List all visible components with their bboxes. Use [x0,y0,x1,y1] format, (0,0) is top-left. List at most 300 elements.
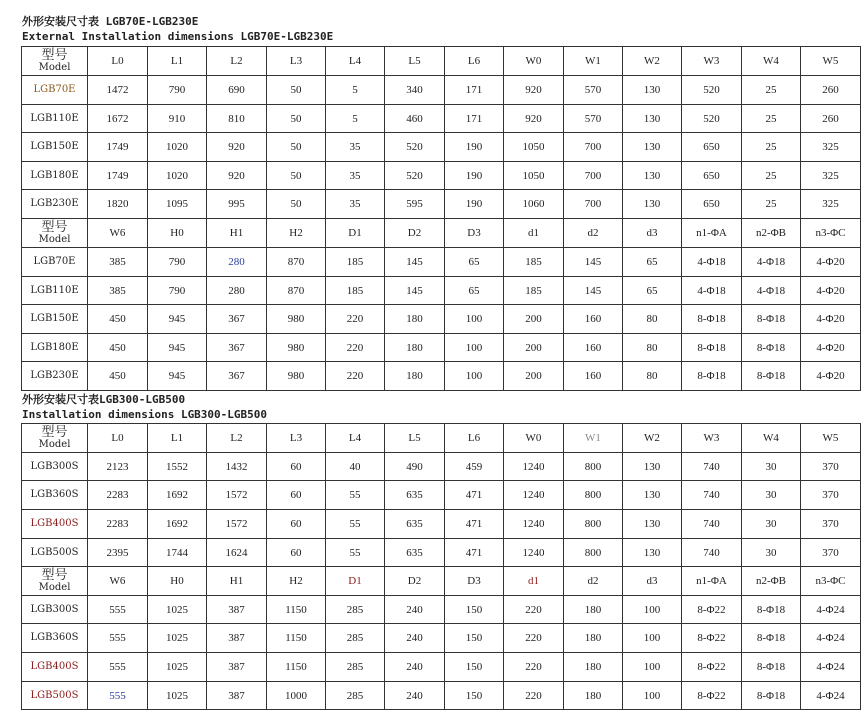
value-cell: 387 [207,596,267,624]
model-label-en: Model [38,62,71,73]
header-row [22,424,861,453]
value-cell: 4-Φ18 [682,277,742,305]
model-cell: LGB150E [22,305,88,334]
value-cell: 160 [564,334,623,362]
value-cell: 8-Φ22 [682,596,742,624]
value-cell: 220 [504,653,564,682]
value-cell: 790 [148,277,207,305]
value-cell: 30 [742,481,801,510]
value-cell: 367 [207,305,267,334]
value-cell: 1749 [88,162,148,190]
value-cell: 387 [207,653,267,682]
value-cell: 55 [326,539,385,567]
column-header: L5 [385,424,445,453]
value-cell: 220 [326,334,385,362]
value-cell: 450 [88,334,148,362]
section1-title-cn: 外形安装尺寸表 LGB70E-LGB230E [22,15,199,28]
value-cell: 1240 [504,510,564,539]
model-cell: LGB500S [22,539,88,567]
value-cell: 1432 [207,453,267,481]
value-cell: 471 [445,510,504,539]
model-header-cell [22,567,88,596]
value-cell: 920 [207,133,267,162]
value-cell: 240 [385,624,445,653]
model-label-cn: 型号 [41,425,68,440]
column-header: n3-ΦC [801,567,861,596]
column-header: D2 [385,567,445,596]
value-cell: 4-Φ24 [801,682,861,710]
value-cell: 945 [148,305,207,334]
value-cell: 790 [148,76,207,105]
model-label-en: Model [38,582,71,593]
table-row [22,624,861,653]
value-cell: 367 [207,362,267,391]
model-cell: LGB360S [22,624,88,653]
value-cell: 130 [623,539,682,567]
table-row [22,334,861,362]
value-cell: 8-Φ18 [682,334,742,362]
value-cell: 8-Φ18 [742,653,801,682]
column-header: L6 [445,47,504,76]
model-header-cell [22,219,88,248]
value-cell: 980 [267,362,326,391]
value-cell: 100 [445,334,504,362]
value-cell: 945 [148,334,207,362]
value-cell: 570 [564,76,623,105]
value-cell: 180 [385,334,445,362]
value-cell: 55 [326,510,385,539]
value-cell: 740 [682,481,742,510]
column-header: W3 [682,47,742,76]
value-cell: 2283 [88,510,148,539]
column-header: H0 [148,567,207,596]
value-cell: 995 [207,190,267,219]
value-cell: 80 [623,305,682,334]
column-header: W6 [88,219,148,248]
value-cell: 690 [207,76,267,105]
value-cell: 520 [385,133,445,162]
value-cell: 700 [564,162,623,190]
value-cell: 1050 [504,133,564,162]
value-cell: 130 [623,105,682,133]
column-header: L1 [148,424,207,453]
value-cell: 8-Φ18 [682,362,742,391]
value-cell: 285 [326,653,385,682]
model-label-en: Model [38,234,71,245]
value-cell: 130 [623,481,682,510]
model-label-cn: 型号 [41,568,68,583]
value-cell: 870 [267,248,326,277]
column-header: L4 [326,424,385,453]
model-cell: LGB70E [22,76,88,105]
value-cell: 1672 [88,105,148,133]
model-cell: LGB150E [22,133,88,162]
model-cell: LGB110E [22,277,88,305]
value-cell: 50 [267,105,326,133]
model-cell: LGB230E [22,190,88,219]
value-cell: 65 [623,277,682,305]
column-header: d2 [564,219,623,248]
value-cell: 200 [504,362,564,391]
value-cell: 370 [801,510,861,539]
value-cell: 8-Φ18 [742,596,801,624]
value-cell: 1240 [504,539,564,567]
value-cell: 595 [385,190,445,219]
value-cell: 4-Φ24 [801,596,861,624]
value-cell: 555 [88,624,148,653]
value-cell: 4-Φ18 [682,248,742,277]
model-cell: LGB110E [22,105,88,133]
value-cell: 1095 [148,190,207,219]
value-cell: 65 [623,248,682,277]
value-cell: 220 [326,305,385,334]
value-cell: 700 [564,190,623,219]
value-cell: 8-Φ18 [742,682,801,710]
value-cell: 260 [801,76,861,105]
column-header: H2 [267,219,326,248]
value-cell: 870 [267,277,326,305]
column-header: L0 [88,424,148,453]
value-cell: 520 [385,162,445,190]
column-header: W4 [742,424,801,453]
value-cell: 5 [326,76,385,105]
value-cell: 4-Φ20 [801,277,861,305]
value-cell: 40 [326,453,385,481]
column-header: L2 [207,47,267,76]
value-cell: 555 [88,653,148,682]
value-cell: 1744 [148,539,207,567]
column-header: W6 [88,567,148,596]
value-cell: 980 [267,305,326,334]
value-cell: 790 [148,248,207,277]
value-cell: 2283 [88,481,148,510]
model-cell: LGB500S [22,682,88,710]
value-cell: 100 [623,596,682,624]
value-cell: 180 [564,624,623,653]
column-header: d1 [504,219,564,248]
value-cell: 1572 [207,481,267,510]
column-header: W2 [623,424,682,453]
column-header: d1 [504,567,564,596]
value-cell: 180 [385,362,445,391]
value-cell: 130 [623,76,682,105]
value-cell: 1025 [148,653,207,682]
value-cell: 385 [88,277,148,305]
value-cell: 325 [801,133,861,162]
header-row [22,567,861,596]
value-cell: 740 [682,539,742,567]
value-cell: 180 [564,653,623,682]
value-cell: 35 [326,190,385,219]
header-row [22,219,861,248]
value-cell: 190 [445,162,504,190]
value-cell: 280 [207,277,267,305]
value-cell: 150 [445,653,504,682]
value-cell: 8-Φ18 [742,362,801,391]
value-cell: 1020 [148,133,207,162]
value-cell: 1820 [88,190,148,219]
column-header: W0 [504,47,564,76]
value-cell: 180 [385,305,445,334]
value-cell: 25 [742,190,801,219]
value-cell: 520 [682,76,742,105]
value-cell: 490 [385,453,445,481]
value-cell: 650 [682,190,742,219]
model-header-cell [22,424,88,453]
value-cell: 370 [801,481,861,510]
table-row [22,190,861,219]
value-cell: 65 [445,248,504,277]
value-cell: 1150 [267,653,326,682]
value-cell: 8-Φ22 [682,624,742,653]
column-header: L0 [88,47,148,76]
value-cell: 1020 [148,162,207,190]
value-cell: 185 [326,277,385,305]
value-cell: 8-Φ18 [742,624,801,653]
value-cell: 1472 [88,76,148,105]
table-row [22,277,861,305]
value-cell: 8-Φ22 [682,653,742,682]
model-cell: LGB300S [22,453,88,481]
value-cell: 1692 [148,481,207,510]
value-cell: 240 [385,682,445,710]
column-header: L4 [326,47,385,76]
value-cell: 240 [385,596,445,624]
value-cell: 471 [445,481,504,510]
value-cell: 25 [742,76,801,105]
value-cell: 50 [267,133,326,162]
column-header: D2 [385,219,445,248]
column-header: W2 [623,47,682,76]
value-cell: 1150 [267,596,326,624]
value-cell: 800 [564,539,623,567]
value-cell: 160 [564,362,623,391]
value-cell: 30 [742,453,801,481]
column-header: L3 [267,47,326,76]
model-cell: LGB360S [22,481,88,510]
value-cell: 50 [267,162,326,190]
value-cell: 1050 [504,162,564,190]
column-header: d3 [623,219,682,248]
section2-title-en: Installation dimensions LGB300-LGB500 [22,408,268,421]
value-cell: 1025 [148,624,207,653]
model-label-cn: 型号 [41,48,68,63]
value-cell: 35 [326,162,385,190]
value-cell: 145 [385,277,445,305]
value-cell: 25 [742,133,801,162]
value-cell: 920 [504,76,564,105]
value-cell: 185 [504,248,564,277]
value-cell: 25 [742,162,801,190]
value-cell: 460 [385,105,445,133]
value-cell: 150 [445,624,504,653]
dimensions-table-lgb300-lgb500 [21,423,861,710]
value-cell: 340 [385,76,445,105]
value-cell: 635 [385,481,445,510]
value-cell: 30 [742,539,801,567]
value-cell: 800 [564,510,623,539]
value-cell: 145 [385,248,445,277]
value-cell: 185 [504,277,564,305]
value-cell: 130 [623,510,682,539]
value-cell: 1000 [267,682,326,710]
value-cell: 920 [207,162,267,190]
value-cell: 171 [445,105,504,133]
value-cell: 65 [445,277,504,305]
model-cell: LGB180E [22,162,88,190]
column-header: W5 [801,424,861,453]
value-cell: 130 [623,133,682,162]
value-cell: 180 [564,596,623,624]
value-cell: 171 [445,76,504,105]
value-cell: 50 [267,76,326,105]
value-cell: 220 [504,624,564,653]
value-cell: 150 [445,596,504,624]
value-cell: 910 [148,105,207,133]
value-cell: 4-Φ20 [801,248,861,277]
value-cell: 1025 [148,682,207,710]
value-cell: 4-Φ20 [801,334,861,362]
value-cell: 385 [88,248,148,277]
value-cell: 220 [504,682,564,710]
value-cell: 130 [623,190,682,219]
value-cell: 1240 [504,481,564,510]
value-cell: 5 [326,105,385,133]
model-cell: LGB300S [22,596,88,624]
table-row [22,248,861,277]
value-cell: 285 [326,682,385,710]
table-row [22,682,861,710]
value-cell: 130 [623,453,682,481]
value-cell: 160 [564,305,623,334]
column-header: H2 [267,567,326,596]
value-cell: 260 [801,105,861,133]
value-cell: 650 [682,133,742,162]
model-cell: LGB400S [22,510,88,539]
value-cell: 220 [504,596,564,624]
table-row [22,510,861,539]
value-cell: 280 [207,248,267,277]
table-row [22,162,861,190]
value-cell: 2123 [88,453,148,481]
column-header: W1 [564,424,623,453]
section2-title-cn: 外形安装尺寸表LGB300-LGB500 [22,393,186,406]
value-cell: 100 [623,682,682,710]
table-row [22,453,861,481]
column-header: W1 [564,47,623,76]
table-row [22,596,861,624]
value-cell: 650 [682,162,742,190]
value-cell: 60 [267,539,326,567]
value-cell: 325 [801,190,861,219]
value-cell: 387 [207,624,267,653]
column-header: n2-ΦB [742,567,801,596]
value-cell: 130 [623,162,682,190]
value-cell: 8-Φ18 [742,334,801,362]
table-row [22,105,861,133]
table-row [22,133,861,162]
value-cell: 1572 [207,510,267,539]
value-cell: 100 [623,653,682,682]
model-label-en: Model [38,439,71,450]
value-cell: 55 [326,481,385,510]
model-cell: LGB180E [22,334,88,362]
column-header: D1 [326,219,385,248]
value-cell: 100 [445,305,504,334]
value-cell: 4-Φ18 [742,248,801,277]
model-cell: LGB400S [22,653,88,682]
value-cell: 800 [564,481,623,510]
value-cell: 1060 [504,190,564,219]
column-header: L3 [267,424,326,453]
value-cell: 30 [742,510,801,539]
value-cell: 471 [445,539,504,567]
value-cell: 240 [385,653,445,682]
column-header: W3 [682,424,742,453]
column-header: d2 [564,567,623,596]
value-cell: 8-Φ18 [742,305,801,334]
value-cell: 60 [267,510,326,539]
value-cell: 1692 [148,510,207,539]
value-cell: 4-Φ24 [801,624,861,653]
value-cell: 25 [742,105,801,133]
dimensions-table-lgb70e-lgb230e [21,46,861,391]
column-header: n3-ΦC [801,219,861,248]
column-header: D1 [326,567,385,596]
model-cell: LGB70E [22,248,88,277]
column-header: n1-ΦA [682,219,742,248]
value-cell: 190 [445,190,504,219]
value-cell: 1624 [207,539,267,567]
value-cell: 35 [326,133,385,162]
column-header: d3 [623,567,682,596]
value-cell: 200 [504,305,564,334]
value-cell: 190 [445,133,504,162]
value-cell: 8-Φ22 [682,682,742,710]
model-label-cn: 型号 [41,220,68,235]
value-cell: 570 [564,105,623,133]
value-cell: 1552 [148,453,207,481]
value-cell: 180 [564,682,623,710]
column-header: L2 [207,424,267,453]
value-cell: 80 [623,362,682,391]
column-header: n1-ΦA [682,567,742,596]
column-header: W0 [504,424,564,453]
section1-title-en: External Installation dimensions LGB70E-LGB230E [22,30,334,43]
value-cell: 145 [564,277,623,305]
value-cell: 325 [801,162,861,190]
model-header-cell [22,47,88,76]
value-cell: 8-Φ18 [682,305,742,334]
value-cell: 100 [623,624,682,653]
value-cell: 980 [267,334,326,362]
value-cell: 800 [564,453,623,481]
value-cell: 4-Φ24 [801,653,861,682]
table-row [22,539,861,567]
column-header: L5 [385,47,445,76]
table-row [22,481,861,510]
table-row [22,362,861,391]
value-cell: 220 [326,362,385,391]
value-cell: 945 [148,362,207,391]
value-cell: 185 [326,248,385,277]
value-cell: 520 [682,105,742,133]
value-cell: 740 [682,453,742,481]
table-row [22,653,861,682]
column-header: L6 [445,424,504,453]
value-cell: 450 [88,362,148,391]
header-row [22,47,861,76]
